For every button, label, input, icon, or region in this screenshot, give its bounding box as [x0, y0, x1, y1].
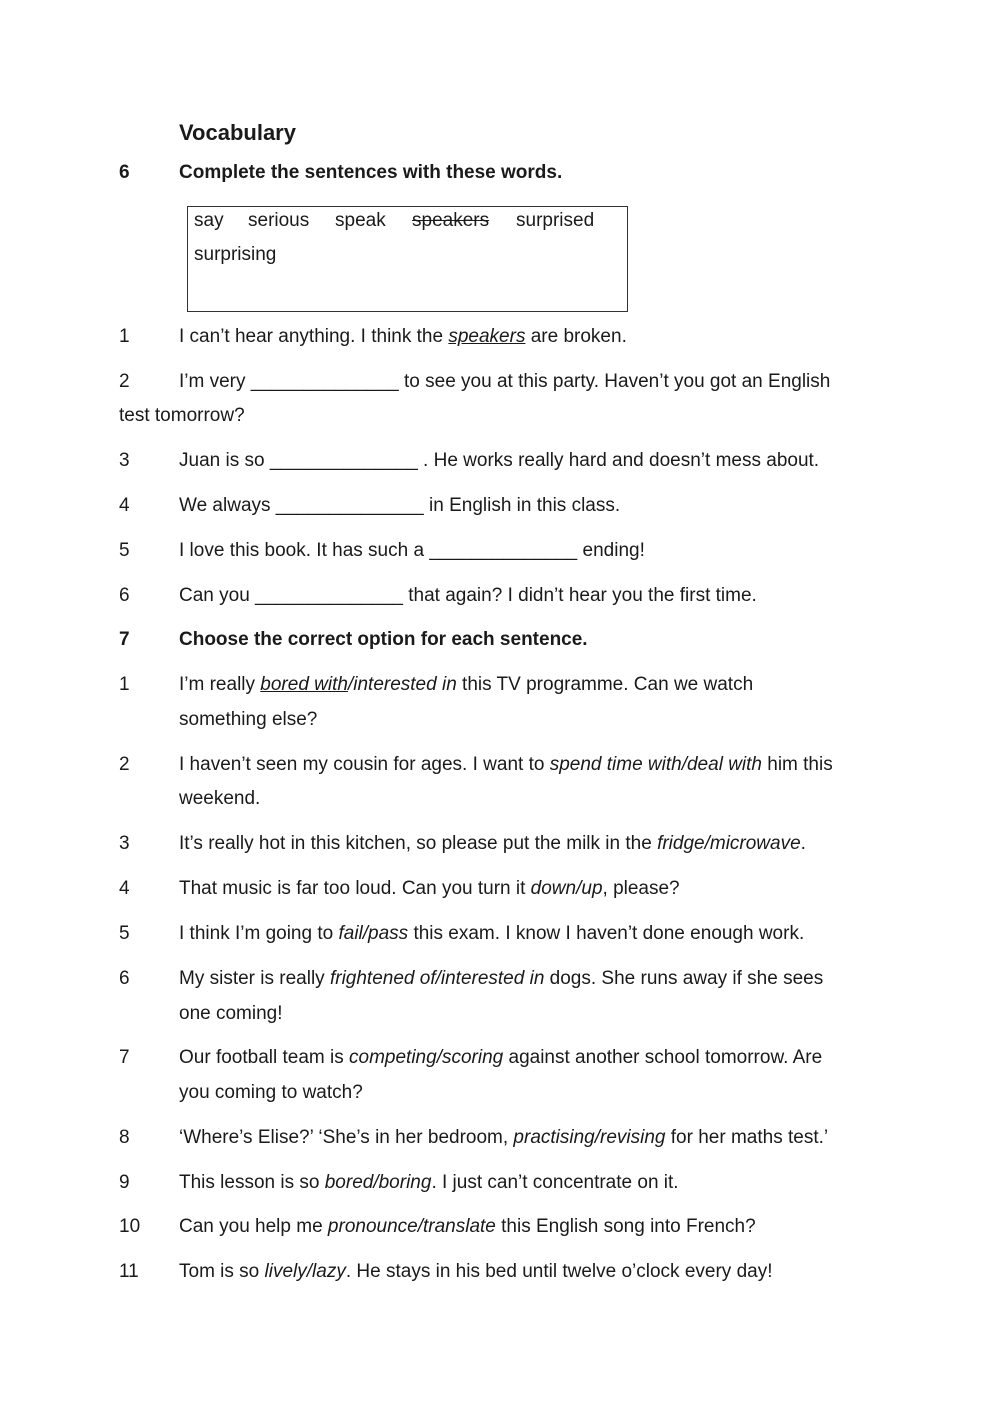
- option-choices[interactable]: bored/boring: [324, 1172, 432, 1193]
- ex7-item-4-text: That music is far too loud. Can you turn it down/up, please?: [179, 878, 680, 899]
- answer-blank[interactable]: ______________: [250, 371, 399, 392]
- ex6-item-1-text: I can’t hear anything. I think the speakers are broken.: [179, 326, 627, 347]
- ex7-item-9-text: This lesson is so bored/boring. I just can’t concentrate on it.: [179, 1172, 679, 1193]
- option-choices[interactable]: spend time with/deal with: [549, 754, 762, 775]
- option-choices[interactable]: down/up: [530, 878, 603, 899]
- ex6-item-3-text: Juan is so ______________ . He works really hard and doesn’t mess about.: [179, 450, 820, 471]
- ex6-item-2-continuation: test tomorrow?: [119, 405, 245, 426]
- word-speakers-crossed: speakers: [412, 210, 490, 231]
- ex6-item-2-text: I’m very ______________ to see you at this party. Haven’t you got an English: [179, 371, 831, 392]
- ex6-item-number: 5: [119, 540, 130, 561]
- ex7-item-number: 1: [119, 674, 130, 695]
- ex7-item-number: 8: [119, 1127, 130, 1148]
- ex7-item-number: 6: [119, 968, 130, 989]
- option-choices[interactable]: fridge/microwave: [657, 833, 801, 854]
- ex6-item-5-text: I love this book. It has such a ______________ ending!: [179, 540, 645, 561]
- word-speak: speak: [335, 210, 386, 231]
- ex7-item-number: 2: [119, 754, 130, 775]
- ex6-item-number: 4: [119, 495, 130, 516]
- ex6-item-number: 6: [119, 585, 130, 606]
- answer-blank[interactable]: ______________: [275, 495, 424, 516]
- ex7-item-number: 4: [119, 878, 130, 899]
- ex7-item-6-text: My sister is really frightened of/interested in dogs. She runs away if she sees: [179, 968, 824, 989]
- ex7-item-1-text: I’m really bored with/interested in this TV programme. Can we watch: [179, 674, 754, 695]
- ex7-item-number: 5: [119, 923, 130, 944]
- ex7-item-5-text: I think I’m going to fail/pass this exam. I know I haven’t done enough work.: [179, 923, 805, 944]
- ex7-item-1-continuation: something else?: [179, 709, 318, 730]
- ex6-item-number: 3: [119, 450, 130, 471]
- ex6-item-number: 2: [119, 371, 130, 392]
- option-choices[interactable]: competing/scoring: [349, 1047, 504, 1068]
- section-title: Vocabulary: [179, 120, 296, 145]
- option-choices[interactable]: lively/lazy: [264, 1261, 346, 1282]
- ex7-item-2-text: I haven’t seen my cousin for ages. I want to spend time with/deal with him this: [179, 754, 833, 775]
- ex7-item-number: 7: [119, 1047, 130, 1068]
- ex7-item-3-text: It’s really hot in this kitchen, so please put the milk in the fridge/microwave.: [179, 833, 806, 854]
- ex6-item-number: 1: [119, 326, 130, 347]
- ex6-item-6-text: Can you ______________ that again? I didn’t hear you the first time.: [179, 585, 757, 606]
- ex7-item-7-continuation: you coming to watch?: [179, 1082, 363, 1103]
- ex7-item-number: 10: [119, 1216, 141, 1237]
- word-say: say: [194, 210, 224, 231]
- ex7-item-10-text: Can you help me pronounce/translate this English song into French?: [179, 1216, 756, 1237]
- option-choices[interactable]: pronounce/translate: [327, 1216, 496, 1237]
- word-surprising: surprising: [194, 244, 277, 265]
- ex7-item-2-continuation: weekend.: [179, 788, 261, 809]
- ex7-item-11-text: Tom is so lively/lazy. He stays in his bed until twelve o’clock every day!: [179, 1261, 773, 1282]
- ex7-item-number: 9: [119, 1172, 130, 1193]
- answer-blank[interactable]: ______________: [255, 585, 403, 606]
- answer-blank[interactable]: ______________: [429, 540, 578, 561]
- word-serious: serious: [248, 210, 310, 231]
- ex7-item-number: 11: [119, 1261, 139, 1282]
- exercise-6-instruction: Complete the sentences with these words.: [179, 162, 563, 183]
- option-choices[interactable]: fail/pass: [338, 923, 409, 944]
- ex7-item-8-text: ‘Where’s Elise?’ ‘She’s in her bedroom, practising/revising for her maths test.’: [179, 1127, 829, 1148]
- option-choices[interactable]: frightened of/interested in: [329, 968, 545, 989]
- ex7-item-7-text: Our football team is competing/scoring against another school tomorrow. Are: [179, 1047, 823, 1068]
- example-answer: speakers: [448, 326, 526, 347]
- answer-blank[interactable]: ______________: [269, 450, 418, 471]
- option-selected[interactable]: bored with: [260, 674, 348, 695]
- ex7-item-number: 3: [119, 833, 130, 854]
- option-alternative[interactable]: interested in: [353, 674, 457, 695]
- ex6-item-4-text: We always ______________ in English in this class.: [179, 495, 621, 516]
- exercise-7-instruction: Choose the correct option for each sentence.: [179, 629, 588, 650]
- exercise-6-number: 6: [119, 162, 130, 183]
- option-choices[interactable]: practising/revising: [513, 1127, 666, 1148]
- exercise-7-number: 7: [119, 629, 130, 650]
- ex7-item-6-continuation: one coming!: [179, 1003, 283, 1024]
- word-surprised: surprised: [516, 210, 595, 231]
